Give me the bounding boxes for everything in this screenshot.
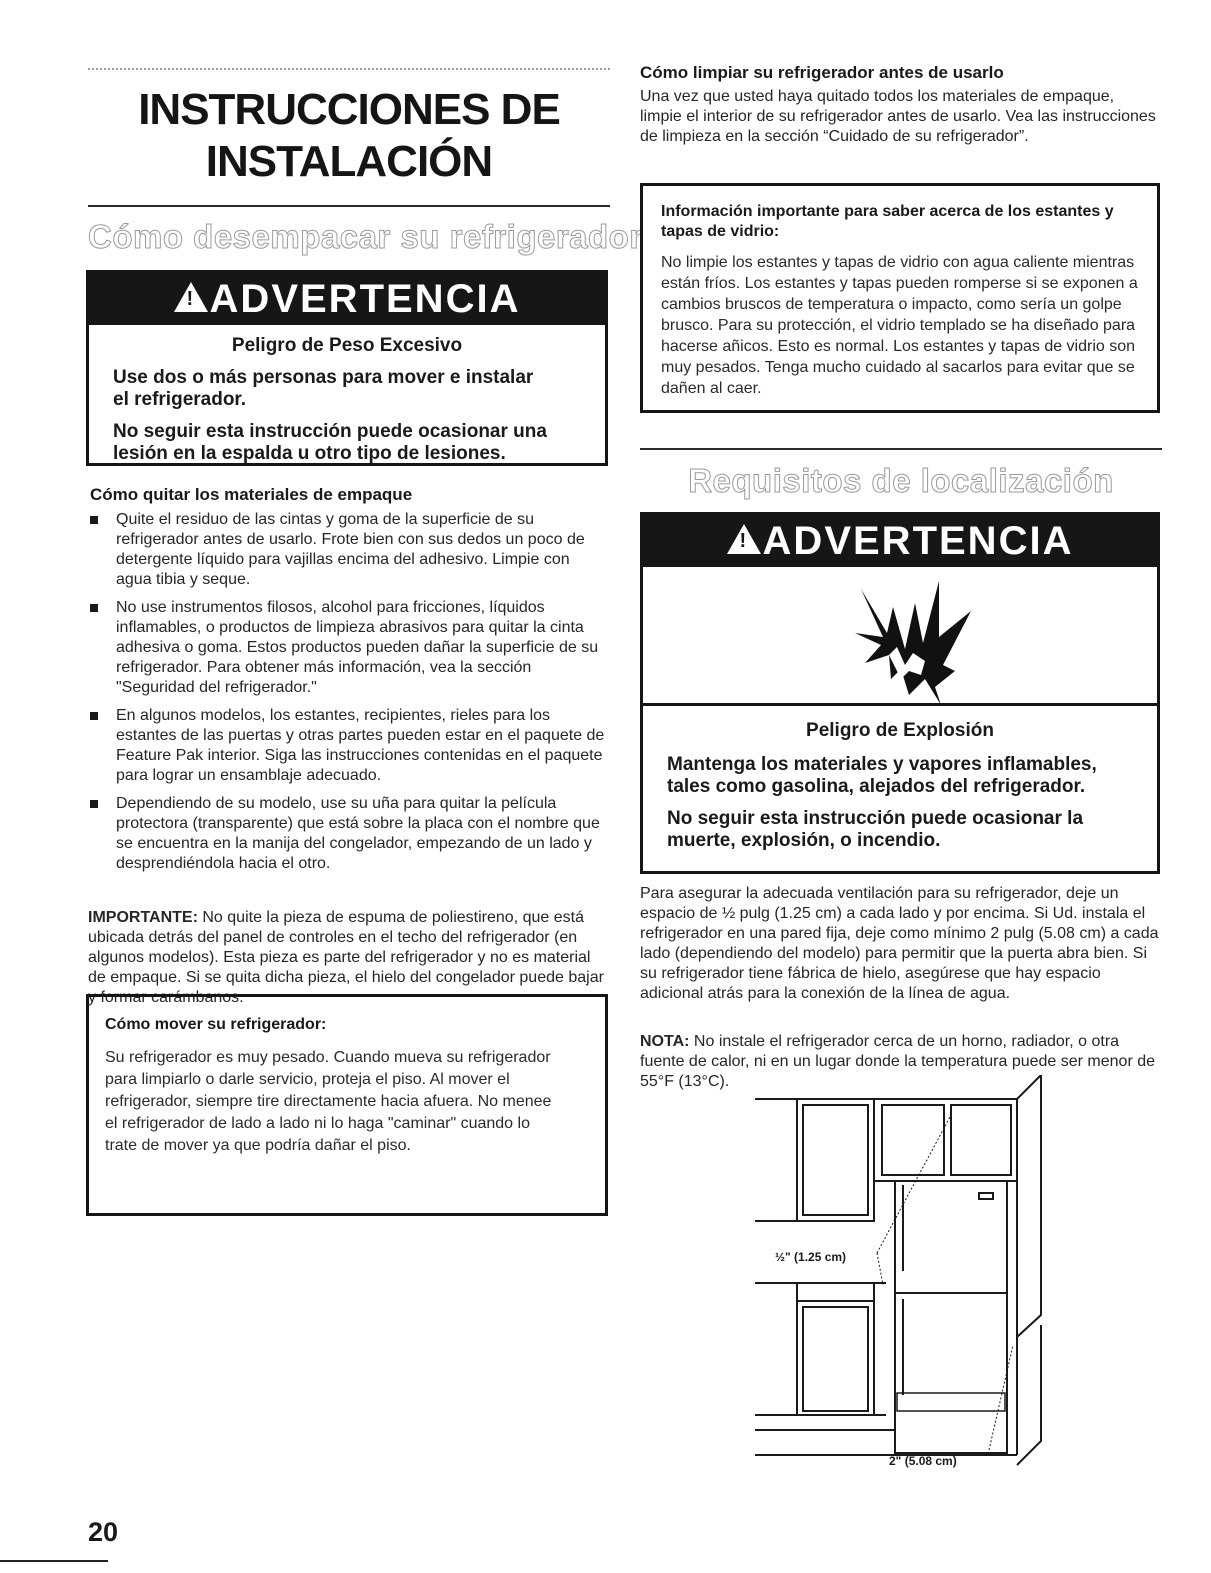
explosion-icon-area	[643, 567, 1157, 703]
footer-rule	[0, 1560, 108, 1562]
location-text: Para asegurar la adecuada ventilación para su refrigerador, deje un espacio de ½ pulg (1.25 cm) a cada lado y por encima. Si Ud. instala el refrigerador en una pared fija, deje como mínimo 2 pulg (5.08 cm) a cada lado (dependiendo del modelo) para permitir que la puerta abra bien. Si su refrigerador tiene fábrica de hielo, asegúrese que hay espacio adicional atrás para la conexión de la línea de agua.	[640, 885, 1159, 1002]
note-text: No instale el refrigerador cerca de un horno, radiador, o otra fuente de calor, ni en un lugar donde la temperatura puede ser menor de 55°F (13°C).	[640, 1033, 1156, 1090]
note-label: NOTA:	[640, 1033, 690, 1050]
section-heading-unpack: Cómo desempacar su refrigerador	[88, 218, 643, 255]
cleaning-heading: Cómo limpiar su refrigerador antes de usarlo	[640, 63, 1004, 82]
glass-box-title: Información importante para saber acerca de los estantes y tapas de vidrio:	[661, 203, 1114, 240]
packaging-list	[88, 510, 606, 882]
section-rule	[640, 448, 1162, 450]
hazard-title: Peligro de Explosión	[806, 720, 994, 741]
warning-triangle-icon	[727, 524, 761, 554]
section-rule	[88, 205, 610, 207]
cleaning-text: Una vez que usted haya quitado todos los materiales de empaque, limpie el interior de su refrigerador antes de usarlo. Vea las instrucciones de limpieza en la sección “Cuidado de su refrigerador”.	[640, 88, 1156, 145]
top-dotted-rule	[88, 68, 610, 70]
important-paragraph	[88, 908, 606, 1008]
section-heading-location: Requisitos de localización	[688, 462, 1114, 499]
moving-info-box	[86, 994, 608, 1216]
warning-header	[89, 273, 605, 325]
warning-box-weight	[86, 270, 608, 466]
moving-box-text: Su refrigerador es muy pesado. Cuando mueva su refrigerador para limpiarlo o darle servicio, proteja el piso. Al mover el refrigerador, siempre tire directamente hacia afuera. No menee el refrigerador de lado a lado ni lo haga "caminar" cuando lo trate de mover ya que podría dañar el piso.	[105, 1049, 552, 1154]
list-item: En algunos modelos, los estantes, recipientes, rieles para los estantes de las puertas y otras partes pueden estar en el paquete de Feature Pak interior. Siga las instrucciones contenidas en el paquete para lograr un ensamblaje adecuado.	[88, 706, 606, 786]
warning-triangle-icon	[174, 282, 208, 312]
hazard-consequence: No seguir esta instrucción puede ocasionar una lesión en la espalda u otro tipo de lesiones.	[113, 421, 547, 464]
remove-packaging-heading: Cómo quitar los materiales de empaque	[90, 485, 413, 504]
hazard-instruction: Use dos o más personas para mover e instalar el refrigerador.	[113, 367, 534, 410]
list-item: Dependiendo de su modelo, use su uña para quitar la película protectora (transparente) que está sobre la placa con el nombre que se encuentra en la manija del congelador, empezando de un lado y desprendiéndola hacia el otro.	[88, 794, 606, 874]
list-item: No use instrumentos filosos, alcohol para fricciones, líquidos inflamables, o productos de limpieza abrasivos para quitar la cinta adhesiva o goma. Estos productos pueden dañar la superficie de su refrigerador. Para obtener más información, vea la sección "Seguridad del refrigerador."	[88, 598, 606, 698]
page-number: 20	[88, 1517, 119, 1547]
important-text: No quite la pieza de espuma de poliestireno, que está ubicada detrás del panel de controles en el techo del refrigerador (en algunos modelos). Esta pieza es parte del refrigerador y no es material de empaque. Si se quita dicha pieza, el hielo del congelador puede bajar y formar carámbanos.	[88, 909, 604, 1006]
warning-header	[643, 515, 1157, 567]
important-label: IMPORTANTE:	[88, 909, 198, 926]
warning-label: ADVERTENCIA	[762, 518, 1074, 563]
hazard-instruction: Mantenga los materiales y vapores inflamables, tales como gasolina, alejados del refrigerador.	[667, 754, 1097, 797]
installation-diagram	[755, 1075, 1050, 1475]
glass-info-box	[640, 183, 1160, 413]
clearance-label-half: ½" (1.25 cm)	[775, 1250, 847, 1264]
warning-label: ADVERTENCIA	[209, 276, 521, 321]
explosion-icon	[643, 567, 1163, 703]
glass-box-text: No limpie los estantes y tapas de vidrio con agua caliente mientras están fríos. Los estantes y tapas pueden romperse si se exponen a cambios bruscos de temperatura o impacto, como sería un golpe brusco. Para su protección, el vidrio templado se ha diseñado para hacerse añicos. Esto es normal. Los estantes y tapas de vidrio son muy pesados. Tenga mucho cuidado al sacarlos para evitar que se dañen al caer.	[661, 254, 1138, 397]
hazard-title: Peligro de Peso Excesivo	[231, 335, 463, 356]
moving-box-title: Cómo mover su refrigerador:	[105, 1016, 327, 1033]
hazard-consequence: No seguir esta instrucción puede ocasionar la muerte, explosión, o incendio.	[667, 808, 1084, 851]
list-item: Quite el residuo de las cintas y goma de la superficie de su refrigerador antes de usarlo. Frote bien con sus dedos un poco de detergente líquido para vajillas encima del adhesivo. Limpie con agua tibia y seque.	[88, 510, 606, 590]
warning-box-explosion	[640, 512, 1160, 874]
page-title: INSTRUCCIONES DE INSTALACIÓN	[138, 85, 560, 186]
clearance-label-two: 2" (5.08 cm)	[889, 1454, 957, 1468]
